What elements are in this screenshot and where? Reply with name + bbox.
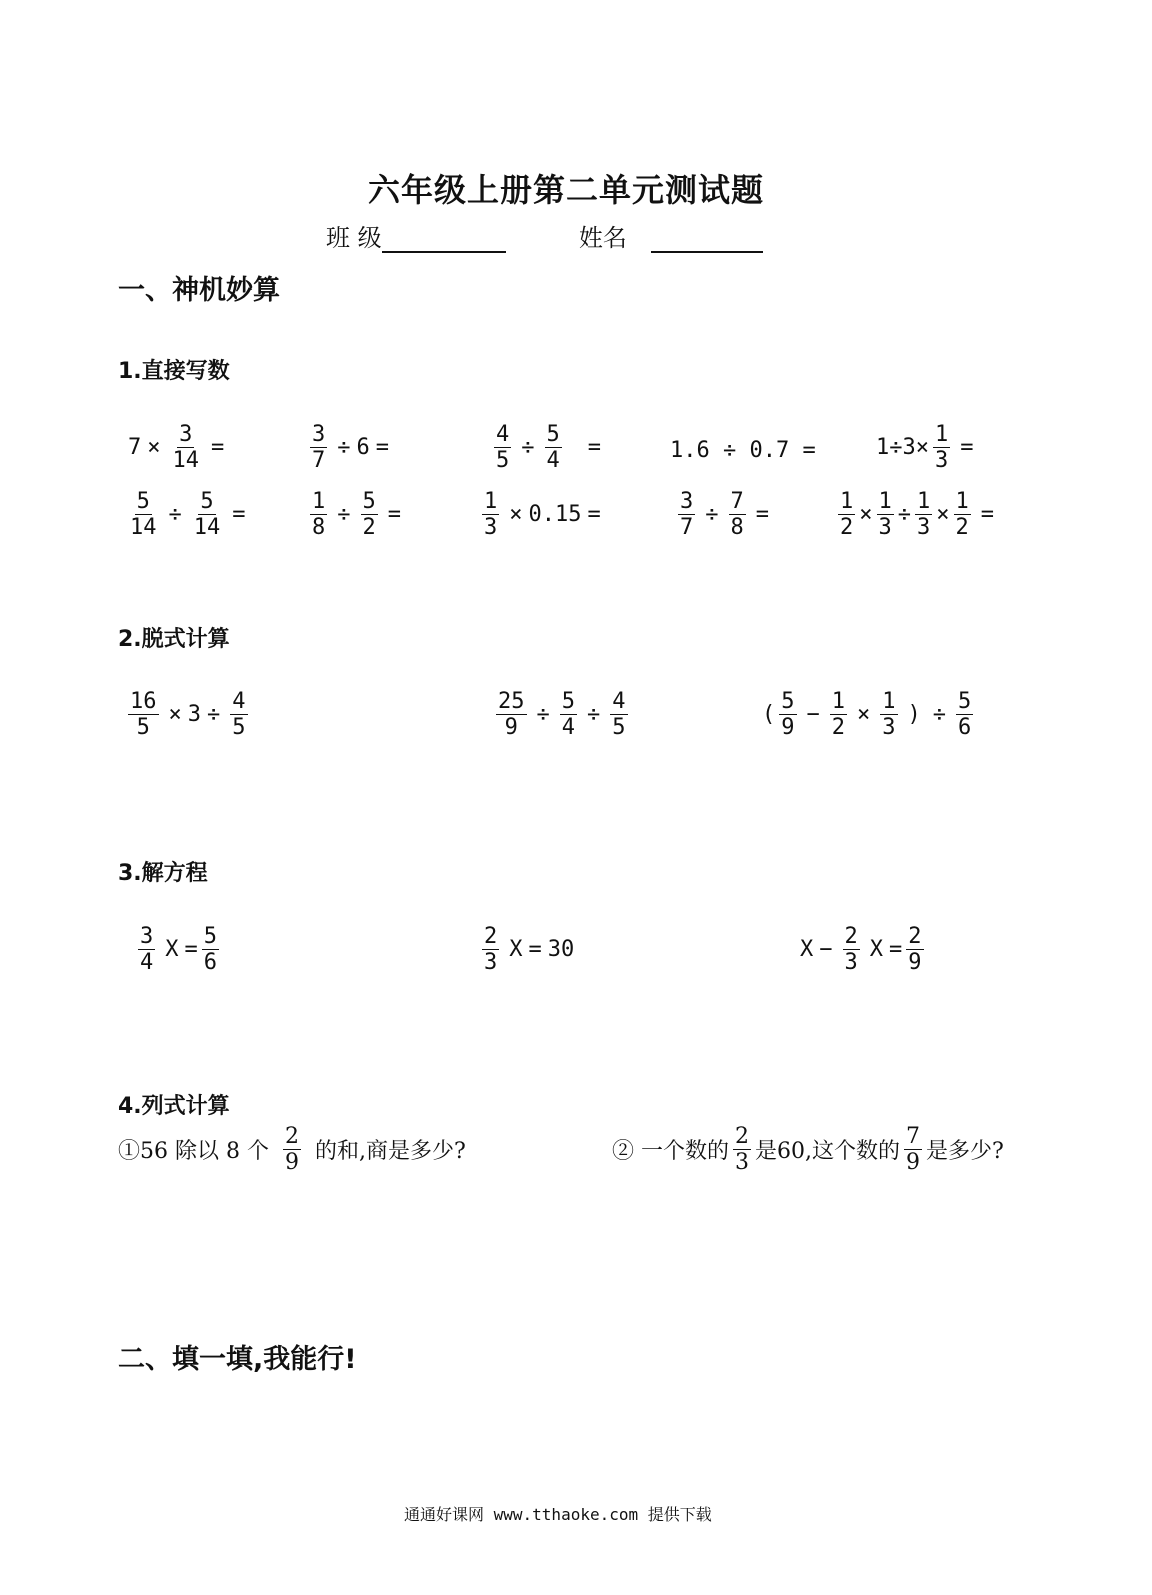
q4-heading: 4.列式计算 [118,1094,230,1119]
q1-row1-expr-b: $\frac{3}{7}$ ÷ 6 = [312,422,389,474]
q2-expr-b: $\frac{25}{9}$ ÷ $\frac{5}{4}$ ÷ $\frac{4}{5}$ [498,689,626,741]
page-title: 六年级上册第二单元测试题 [368,171,765,209]
fraction: $\frac{3}{14}$ [172,422,199,474]
section-heading-2: 二、填一填,我能行! [118,1344,357,1375]
q2-heading: 2.脱式计算 [118,627,230,652]
fraction: $\frac{5}{9}$ [781,689,795,741]
fraction: $\frac{2}{3}$ [844,924,858,976]
class-label: 班 级 [326,224,382,252]
q1-row1-expr-e: 1÷3× $\frac{1}{3}$ = [876,422,974,474]
q1-row2-expr-d: $\frac{3}{7}$ ÷ $\frac{7}{8}$ = [680,489,769,541]
fraction: $\frac{1}{2}$ [955,489,969,541]
q1-row1-expr-a: 7 × $\frac{3}{14}$ = [128,422,225,474]
fraction: $\frac{2}{3}$ [735,1124,749,1176]
fraction: $\frac{5}{6}$ [958,689,972,741]
fraction: $\frac{4}{5}$ [612,689,626,741]
fraction: $\frac{3}{4}$ [140,924,154,976]
q3-heading: 3.解方程 [118,861,208,886]
q1-row2-expr-b: $\frac{1}{8}$ ÷ $\frac{5}{2}$ = [312,489,401,541]
fraction: $\frac{1}{2}$ [840,489,854,541]
fraction: $\frac{3}{7}$ [680,489,694,541]
fraction: $\frac{25}{9}$ [498,689,525,741]
student-info [326,218,763,253]
fraction: $\frac{5}{14}$ [130,489,157,541]
fraction: $\frac{5}{14}$ [193,489,221,541]
fraction: $\frac{16}{5}$ [130,689,157,741]
class-blank[interactable] [382,227,506,253]
q1-row1-expr-d: 1.6 ÷ 0.7 = [670,438,816,463]
fraction: $\frac{3}{7}$ [312,422,326,474]
q1-row1-expr-c: $\frac{4}{5}$ ÷ $\frac{5}{4}$ = [496,422,601,474]
q1-row2-expr-c: $\frac{1}{3}$ × 0.15 = [484,489,601,541]
fraction: $\frac{1}{3}$ [934,422,949,474]
fraction: $\frac{1}{3}$ [882,689,896,741]
q2-expr-a: $\frac{16}{5}$ × 3 ÷ $\frac{4}{5}$ [130,689,246,741]
fraction: $\frac{7}{8}$ [730,489,744,541]
fraction: $\frac{5}{2}$ [362,489,376,541]
fraction: $\frac{7}{9}$ [906,1124,920,1176]
fraction: $\frac{2}{3}$ [484,924,498,976]
footer-credit: 通通好课网 www.tthaoke.com 提供下载 [404,1505,712,1524]
q4-problem-b: ② 一个数的 $\frac{2}{3}$ 是60,这个数的 $\frac{7}{9}$ 是多少? [612,1124,1004,1176]
name-label: 姓名 [578,224,627,252]
q1-row2-expr-e: $\frac{1}{2}$ × $\frac{1}{3}$ ÷ $\frac{1}{3}$ × $\frac{1}{2}$ = [840,489,994,541]
q1-row2-expr-a: $\frac{5}{14}$ ÷ $\frac{5}{14}$ = [130,489,246,541]
section-heading-1: 一、神机妙算 [118,275,280,306]
fraction: $\frac{4}{5}$ [232,689,246,741]
fraction: $\frac{1}{3}$ [917,489,931,541]
fraction: $\frac{2}{9}$ [908,924,922,976]
q3-equation-b: $\frac{2}{3}$ X = 30 [484,924,575,976]
q4-problem-a: ①56 除以 8 个 $\frac{2}{9}$ 的和,商是多少? [118,1124,466,1176]
q3-equation-a: $\frac{3}{4}$ X = $\frac{5}{6}$ [140,924,217,976]
fraction: $\frac{1}{3}$ [878,489,892,541]
fraction: $\frac{1}{2}$ [831,689,845,741]
q2-expr-c: ( $\frac{5}{9}$ − $\frac{1}{2}$ × $\frac{1}{3}$ ) ÷ $\frac{5}{6}$ [762,689,972,741]
fraction: $\frac{4}{5}$ [496,422,510,474]
fraction: $\frac{1}{3}$ [484,489,498,541]
name-blank[interactable] [651,227,763,253]
fraction: $\frac{5}{6}$ [203,924,217,976]
fraction: $\frac{1}{8}$ [312,489,326,541]
fraction: $\frac{5}{4}$ [546,422,560,474]
q3-equation-c: X − $\frac{2}{3}$ X = $\frac{2}{9}$ [800,924,922,976]
fraction: $\frac{2}{9}$ [284,1124,299,1176]
q1-heading: 1.直接写数 [118,359,230,384]
fraction: $\frac{5}{4}$ [561,689,575,741]
